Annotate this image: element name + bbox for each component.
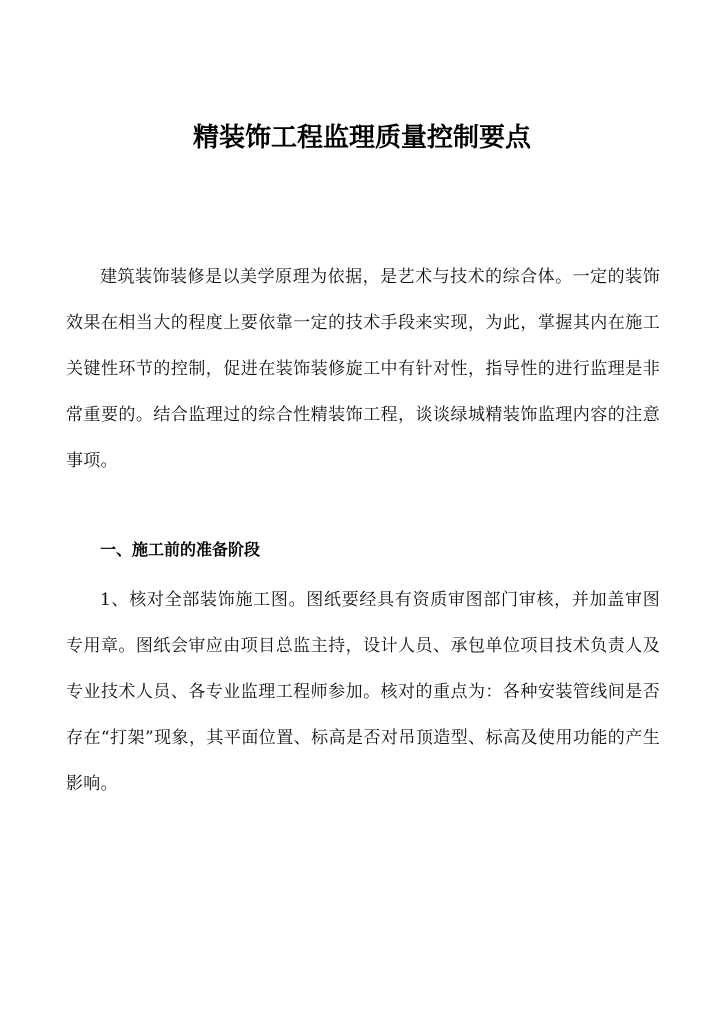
intro-paragraph: 建筑装饰装修是以美学原理为依据，是艺术与技术的综合体。一定的装饰效果在相当大的程度上要依靠一定的技术手段来实现，为此，掌握其内在施工关键性环节的控制，促进在装饰装修旋工中有针对性，指导性的进行监理是非常重要的。结合监理过的综合性精装饰工程，谈谈绿城精装饰监理内容的注意事项。 <box>66 267 660 471</box>
section-heading-preparation: 一、施工前的准备阶段 <box>100 540 261 559</box>
document-title: 精装饰工程监理质量控制要点 <box>192 123 531 153</box>
item-1-paragraph: 1、核对全部装饰施工图。图纸要经具有资质审图部门审核，并加盖审图专用章。图纸会审应由项目总监主持，设计人员、承包单位项目技术负责人及专业技术人员、各专业监理工程师参加。核对的重点为：各种安装管线间是否存在“打架”现象，其平面位置、标高是否对吊顶造型、标高及使用功能的产生影响。 <box>66 590 660 794</box>
